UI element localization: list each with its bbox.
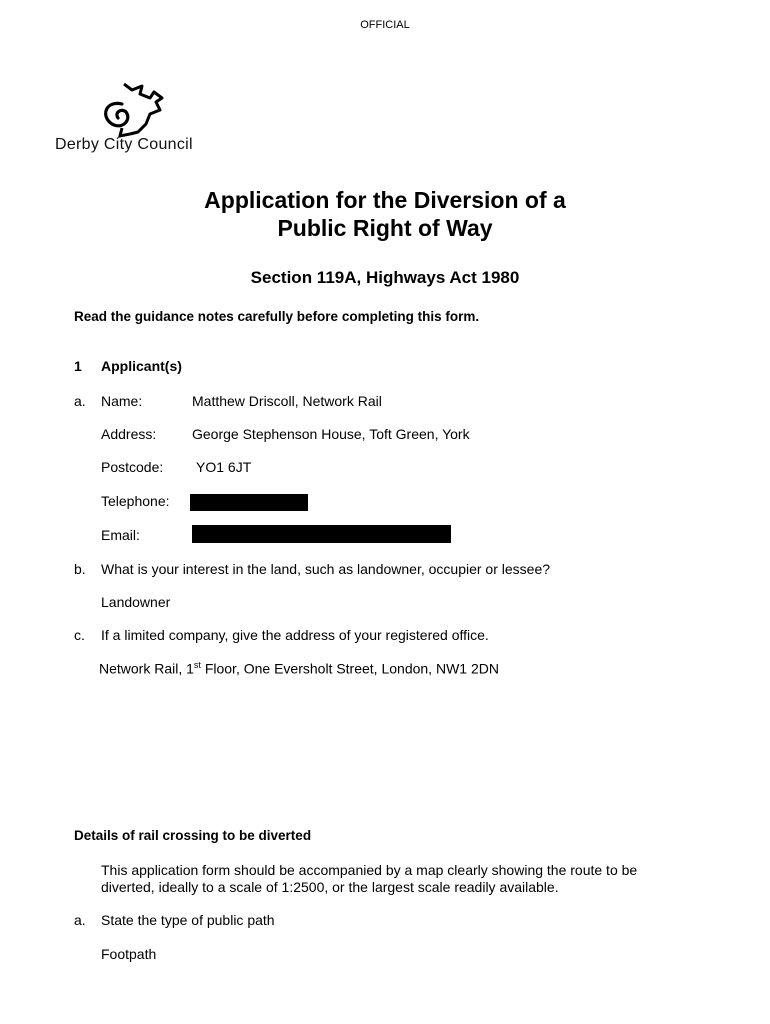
- form-title-line-2: Public Right of Way: [277, 215, 493, 241]
- postcode-value: YO1 6JT: [196, 459, 252, 475]
- section-2-heading: Details of rail crossing to be diverted: [74, 828, 312, 843]
- council-name-logo-text: Derby City Council: [55, 136, 193, 153]
- registered-office-answer-pre: Network Rail, 1: [99, 660, 194, 677]
- item-b-marker: b.: [74, 561, 86, 577]
- section-1-heading: Applicant(s): [101, 358, 182, 374]
- classification-header: OFFICIAL: [360, 19, 410, 31]
- telephone-label: Telephone:: [101, 493, 170, 509]
- telephone-redaction: [190, 494, 308, 511]
- path-type-answer: Footpath: [101, 946, 157, 962]
- form-title-line-1: Application for the Diversion of a: [204, 187, 566, 213]
- interest-question: What is your interest in the land, such as landowner, occupier or lessee?: [101, 561, 551, 577]
- postcode-label: Postcode:: [101, 459, 164, 475]
- item-a-marker: a.: [74, 393, 86, 409]
- section-2-item-a-marker: a.: [74, 912, 86, 928]
- section-1-number: 1: [74, 358, 82, 374]
- address-label: Address:: [101, 426, 157, 442]
- form-title: [0, 186, 770, 242]
- name-label: Name:: [101, 393, 143, 409]
- registered-office-answer: [99, 660, 499, 677]
- path-type-question: State the type of public path: [101, 912, 275, 928]
- item-c-marker: c.: [74, 627, 85, 643]
- map-instructions-line-1: This application form should be accompanied by a map clearly showing the route to be: [101, 862, 638, 878]
- email-label: Email:: [101, 527, 140, 543]
- interest-answer: Landowner: [101, 594, 171, 610]
- name-value: Matthew Driscoll, Network Rail: [192, 393, 382, 409]
- guidance-notice: Read the guidance notes carefully before completing this form.: [74, 309, 480, 324]
- address-value: George Stephenson House, Toft Green, York: [192, 426, 470, 442]
- council-logo: [52, 72, 212, 162]
- form-subtitle: Section 119A, Highways Act 1980: [250, 268, 520, 287]
- registered-office-question: If a limited company, give the address of your registered office.: [101, 627, 489, 643]
- map-instructions-line-2: diverted, ideally to a scale of 1:2500, or the largest scale readily available.: [101, 879, 559, 895]
- email-redaction: [192, 525, 451, 543]
- registered-office-answer-sup: st: [193, 660, 201, 670]
- registered-office-answer-post: Floor, One Eversholt Street, London, NW1 2DN: [200, 660, 499, 677]
- council-ram-emblem-icon: [92, 76, 172, 138]
